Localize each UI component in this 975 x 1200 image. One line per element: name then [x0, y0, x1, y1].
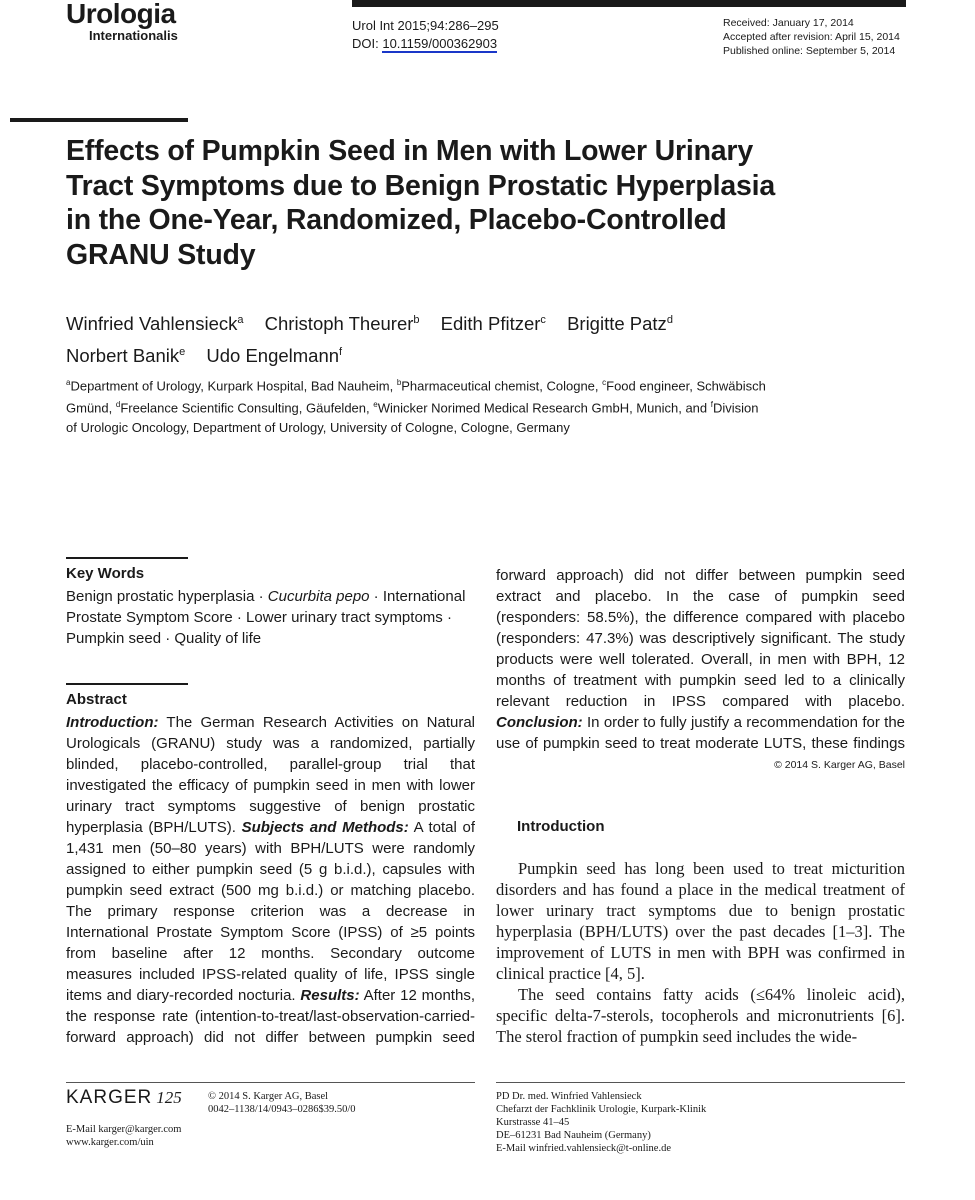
address-line: PD Dr. med. Winfried Vahlensieck	[496, 1091, 642, 1102]
history-received: Received: January 17, 2014	[723, 17, 854, 29]
affil-mark: a	[66, 378, 71, 387]
abstract-heading: Abstract	[66, 691, 127, 708]
author-name: Winfried Vahlensieck	[66, 313, 238, 335]
keyword-text: Benign prostatic hyperplasia ·	[66, 588, 268, 605]
abstract-intro-text: The German Research Activities on Natural Urologicals (GRANU) study was a randomized, partially blinded, placebo-controlled, parallel-group trial that investigated the efficacy of pumpkin seed in men with lower urinary tract symptoms suggestive of benign prostatic hyperplasia (BPH/LUTS).	[66, 714, 475, 836]
affil-mark: c	[602, 378, 607, 387]
footer-contact	[66, 1123, 181, 1149]
keywords-rule	[66, 557, 188, 559]
author-name: Christoph Theurer	[264, 313, 414, 335]
address-line: Chefarzt der Fachklinik Urologie, Kurpark-Klinik	[496, 1104, 707, 1115]
author-list	[66, 306, 826, 370]
doi-link[interactable]: 10.1159/000362903	[382, 36, 498, 51]
abstract-results-text: forward approach) did not differ between pumpkin seed extract and placebo. In the case of pumpkin seed (responders: 58.5%), the difference compared with placebo (responders: 47.3%) was descriptively significant. The study products were well tolerated. Overall, in men with BPH, 12 months of treatment with pumpkin seed led to a clinically relevant reduction in IPSS compared with placebo.	[496, 567, 905, 710]
abstract-results-label: Results:	[300, 987, 360, 1004]
footer-rule-left	[66, 1082, 475, 1083]
affil-mark: b	[396, 378, 402, 387]
history-accepted: Accepted after revision: April 15, 2014	[723, 31, 900, 43]
article-title: Effects of Pumpkin Seed in Men with Lower Urinary Tract Symptoms due to Benign Prostatic Hyperplasia in the One-Year, Randomized, Placebo-Controlled GRANU Study	[66, 135, 776, 271]
journal-logo-main: Urologia	[66, 0, 176, 29]
author	[66, 345, 185, 366]
author-affil-mark: d	[666, 314, 673, 326]
author	[265, 313, 420, 334]
address-line: DE–61231 Bad Nauheim (Germany)	[496, 1130, 651, 1141]
citation-line: Urol Int 2015;94:286–295	[352, 18, 499, 33]
footer-issn-line: 0042–1138/14/0943–0286$39.50/0	[208, 1104, 356, 1115]
abstract-methods-label: Subjects and Methods:	[241, 819, 409, 836]
keywords-list	[66, 586, 476, 649]
affil-mark: f	[710, 400, 713, 410]
correspondence-address	[496, 1090, 706, 1155]
article-history	[723, 16, 900, 58]
citation-block	[352, 17, 499, 53]
author-affil-mark: e	[179, 346, 186, 359]
footer-web[interactable]: www.karger.com/uin	[66, 1137, 154, 1148]
publisher-logo	[66, 1087, 182, 1109]
author-name: Edith Pfitzer	[440, 313, 541, 335]
journal-logo-sub: Internationalis	[89, 28, 178, 43]
author-affil-mark: c	[540, 314, 546, 326]
footer-email[interactable]: E-Mail karger@karger.com	[66, 1124, 182, 1135]
affiliations	[66, 373, 766, 437]
author-name: Norbert Banik	[66, 345, 180, 367]
keywords-heading: Key Words	[66, 565, 145, 582]
introduction-paragraph: Pumpkin seed has long been used to treat micturition disorders and has found a place in the medical treatment of lower urinary tract symptoms due to benign prostatic hyperplasia (BPH/LUTS) over the past decades [1–3]. The improvement of LUTS in men with BPH was confirmed in clinical practice [4, 5].	[496, 859, 905, 983]
affil-text: Division of Urologic Oncology, Department of Urology, University of Cologne, Cologne, Germany	[66, 400, 759, 435]
history-published: Published online: September 5, 2014	[723, 45, 896, 57]
journal-logo	[66, 0, 178, 42]
keyword-italic: Cucurbita pepo	[267, 588, 370, 605]
header-bar	[352, 0, 906, 7]
author-affil-mark: f	[339, 346, 343, 359]
abstract-conclusion-text: In order to fully justify a recommendation for the use of pumpkin seed to treat moderate LUTS, these findings	[496, 714, 905, 752]
footer-copyright	[208, 1090, 356, 1116]
author	[441, 313, 546, 334]
affil-text: Freelance Scientific Consulting, Gäufelden,	[120, 400, 374, 416]
footer-copyright-line: © 2014 S. Karger AG, Basel	[208, 1091, 329, 1102]
address-email[interactable]: E-Mail winfried.vahlensieck@t-online.de	[496, 1143, 671, 1154]
introduction-heading: Introduction	[517, 818, 605, 835]
affil-text: Department of Urology, Kurpark Hospital, Bad Nauheim,	[70, 378, 397, 394]
abstract-rule	[66, 683, 188, 685]
abstract-results-text: After 12 months, the response rate (intention-to-treat/last-observation-carried-forward approach) did not differ between pumpkin seed	[66, 987, 475, 1046]
address-line: Kurstrasse 41–45	[496, 1117, 570, 1128]
author-affil-mark: b	[413, 314, 420, 326]
publisher-name: KARGER	[66, 1087, 153, 1108]
introduction-paragraph: The seed contains fatty acids (≤64% linoleic acid), specific delta-7-sterols, tocopherols and micronutrients [6]. The sterol fraction of pumpkin seed includes the wide-	[496, 985, 905, 1046]
author-name: Brigitte Patz	[567, 313, 667, 335]
introduction-body	[496, 858, 905, 1046]
affil-mark: e	[373, 400, 378, 410]
author	[206, 345, 342, 366]
abstract-intro-label: Introduction:	[66, 714, 159, 731]
abstract-copyright: © 2014 S. Karger AG, Basel	[774, 759, 905, 771]
abstract-flow	[66, 712, 475, 1048]
affil-mark: d	[115, 400, 121, 410]
abstract-column-left	[66, 712, 475, 1048]
author	[66, 313, 244, 334]
affil-text: Pharmaceutical chemist, Cologne,	[401, 378, 603, 394]
abstract-methods-text: A total of 1,431 men (50–80 years) with BPH/LUTS were randomly assigned to either pumpkin seed (5 g b.i.d.), capsules with pumpkin seed extract (500 mg b.i.d.) or matching placebo. The primary response criterion was a decrease in International Prostate Symptom Score (IPSS) of ≥5 points from baseline after 12 months. Secondary outcome measures included IPSS-related quality of life, IPSS single items and diary-recorded nocturia.	[66, 819, 475, 1004]
abstract-column-right	[496, 565, 905, 754]
affil-text: Winicker Norimed Medical Research GmbH, Munich, and	[377, 400, 711, 416]
keyword-text: · International Prostate Symptom Score · Lower urinary tract symptoms · Pumpkin seed · Quality of life	[66, 588, 466, 647]
doi-line	[352, 35, 499, 53]
doi-label: DOI:	[352, 36, 383, 51]
title-divider	[10, 118, 188, 122]
author-affil-mark: a	[237, 314, 244, 326]
abstract-flow-continued	[496, 565, 905, 754]
abstract-conclusion-label: Conclusion:	[496, 714, 583, 731]
footer-rule-right	[496, 1082, 905, 1083]
author-name: Udo Engelmann	[206, 345, 340, 367]
author	[567, 313, 673, 334]
publisher-anniversary: 125	[156, 1088, 182, 1107]
affil-text: Food engineer, Schwäbisch Gmünd,	[66, 378, 766, 416]
